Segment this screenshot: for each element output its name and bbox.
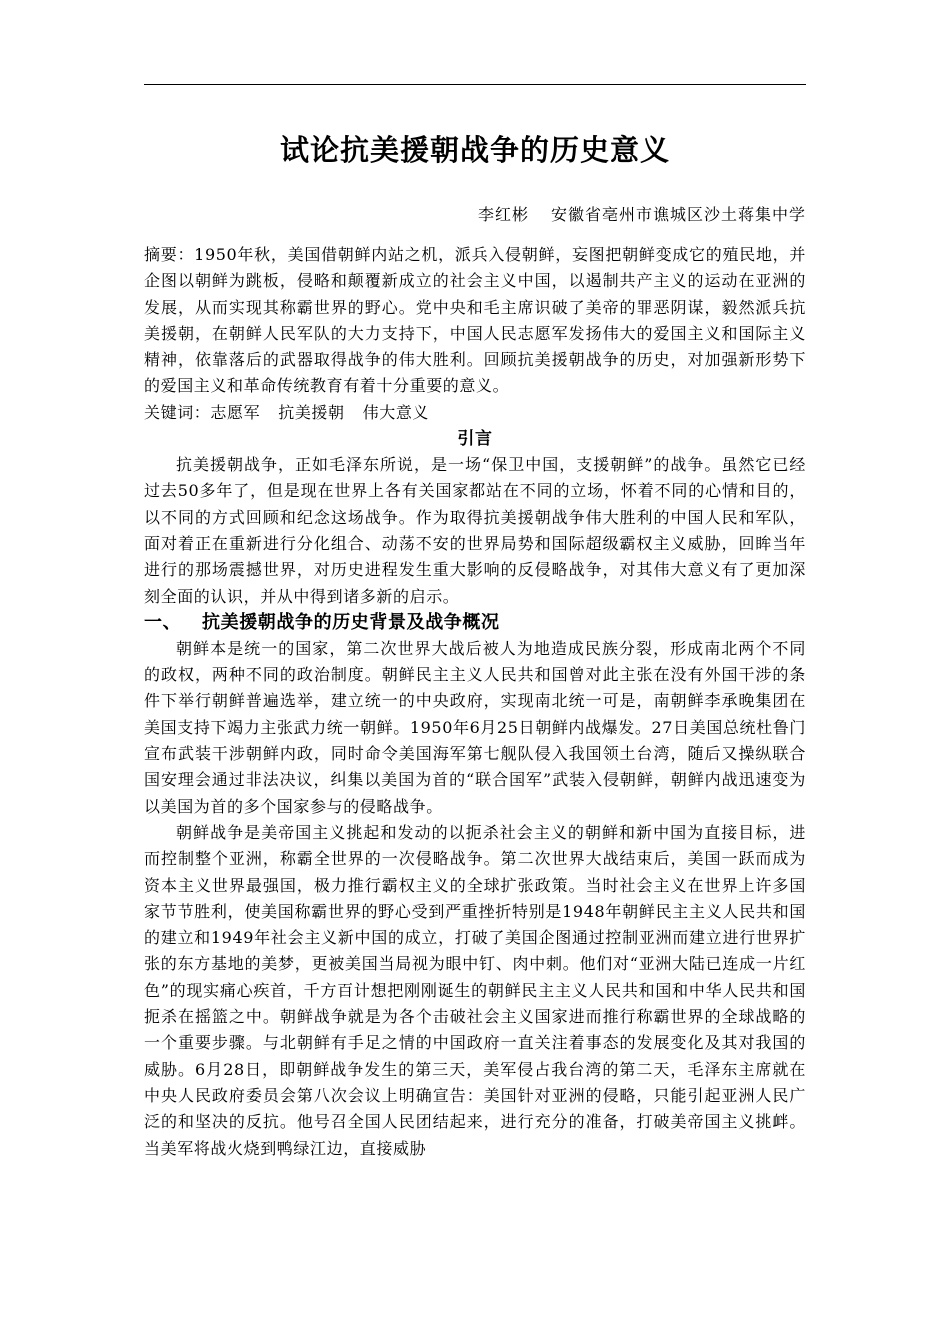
keywords-line bbox=[144, 400, 806, 426]
abstract-paragraph: 摘要：1950年秋，美国借朝鲜内站之机，派兵入侵朝鲜，妄图把朝鲜变成它的殖民地，并企图以朝鲜为跳板，侵略和颠覆新成立的社会主义中国，以遏制共产主义的运动在亚洲的发展，从而实现其称霸世界的野心。党中央和毛主席识破了美帝的罪恶阴谋，毅然派兵抗美援朝，在朝鲜人民军队的大力支持下，中国人民志愿军发扬伟大的爱国主义和国际主义精神，依靠落后的武器取得战争的伟大胜利。回顾抗美援朝战争的历史，对加强新形势下的爱国主义和革命传统教育有着十分重要的意义。 bbox=[144, 245, 806, 396]
keyword: 伟大意义 bbox=[362, 402, 430, 422]
header-rule bbox=[144, 84, 806, 85]
author-line bbox=[478, 202, 806, 225]
intro-paragraph: 抗美援朝战争，正如毛泽东所说，是一场“保卫中国，支援朝鲜”的战争。虽然它已经过去50多年了，但是现在世界上各有关国家都站在不同的立场，怀着不同的心情和目的，以不同的方式回顾和纪念这场战争。作为取得抗美援朝战争伟大胜利的中国人民和军队，面对着正在重新进行分化组合、动荡不安的世界局势和国际超级霸权主义威胁，回眸当年进行的那场震撼世界，对历史进程发生重大影响的反侵略战争，对其伟大意义有了更加深刻全面的认识，并从中得到诸多新的启示。 bbox=[144, 455, 806, 606]
document-body bbox=[144, 242, 806, 1162]
keyword: 志愿军 bbox=[210, 402, 261, 422]
document-title: 试论抗美援朝战争的历史意义 bbox=[279, 133, 670, 167]
section-heading bbox=[144, 610, 806, 636]
author-affiliation: 安徽省亳州市谯城区沙土蒋集中学 bbox=[550, 205, 806, 224]
keywords-label: 关键词： bbox=[144, 402, 211, 422]
body-paragraph: 朝鲜本是统一的国家，第二次世界大战后被人为地造成民族分裂，形成南北两个不同的政权，两种不同的政治制度。朝鲜民主主义人民共和国曾对此主张在没有外国干涉的条件下举行朝鲜普遍选举，建立统一的中央政府，实现南北统一可是，南朝鲜李承晚集团在美国支持下竭力主张武力统一朝鲜。1950年6月25日朝鲜内战爆发。27日美国总统杜鲁门宣布武装干涉朝鲜内政，同时命令美国海军第七舰队侵入我国领土台湾，随后又操纵联合国安理会通过非法决议，纠集以美国为首的“联合国军”武装入侵朝鲜，朝鲜内战迅速变为以美国为首的多个国家参与的侵略战争。 bbox=[144, 638, 806, 816]
author-name: 李红彬 bbox=[477, 205, 529, 224]
section-number: 一、 bbox=[144, 611, 182, 633]
body-paragraph: 朝鲜战争是美帝国主义挑起和发动的以扼杀社会主义的朝鲜和新中国为直接目标，进而控制整个亚洲，称霸全世界的一次侵略战争。第二次世界大战结束后，美国一跃而成为资本主义世界最强国，极力推行霸权主义的全球扩张政策。当时社会主义在世界上许多国家节节胜利，使美国称霸世界的野心受到严重挫折特别是1948年朝鲜民主主义人民共和国的建立和1949年社会主义新中国的成立，打破了美国企图通过控制亚洲而建立进行世界扩张的东方基地的美梦，更被美国当局视为眼中钉、肉中刺。他们对“亚洲大陆已连成一片红色”的现实痛心疾首，千方百计想把刚刚诞生的朝鲜民主主义人民共和国和中华人民共和国扼杀在摇篮之中。朝鲜战争就是为各个击破社会主义国家进而推行称霸世界的全球战略的一个重要步骤。与北朝鲜有手足之情的中国政府一直关注着事态的发展变化及其对我国的威胁。6月28日，即朝鲜战争发生的第三天，美军侵占我台湾的第二天，毛泽东主席就在中央人民政府委员会第八次会议上明确宣告：美国针对亚洲的侵略，只能引起亚洲人民广泛的和坚决的反抗。他号召全国人民团结起来，进行充分的准备，打破美帝国主义挑衅。当美军将战火烧到鸭绿江边，直接威胁 bbox=[144, 822, 806, 1158]
keyword: 抗美援朝 bbox=[278, 402, 345, 422]
intro-heading: 引言 bbox=[457, 429, 493, 450]
section-title: 抗美援朝战争的历史背景及战争概况 bbox=[202, 611, 500, 633]
